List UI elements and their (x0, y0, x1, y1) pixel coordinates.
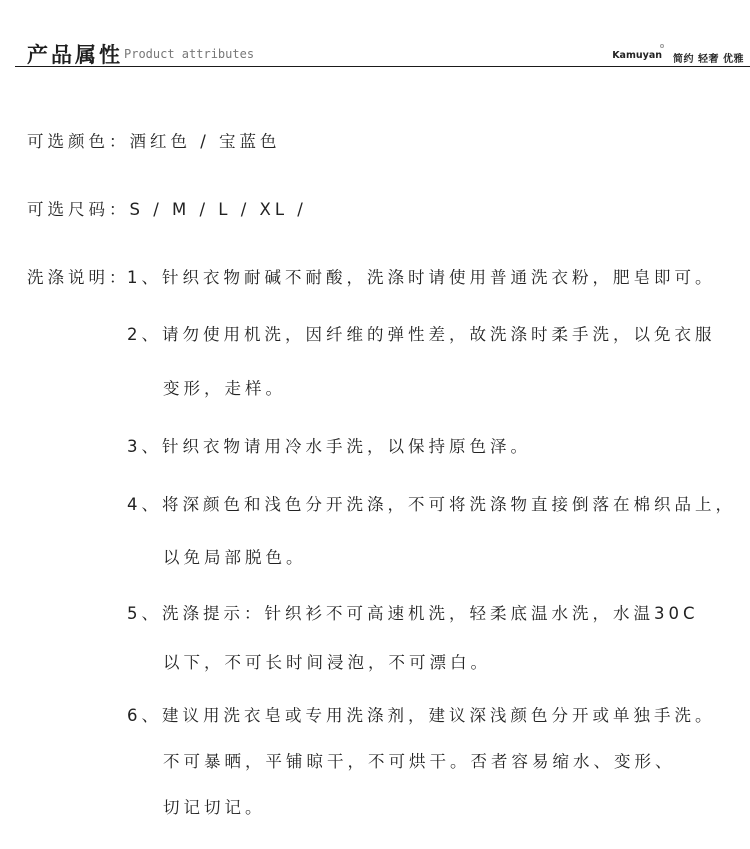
size-options-label: 可选尺码： (27, 200, 130, 219)
washing-item-4-line-2: 以免局部脱色。 (163, 548, 307, 567)
section-subtitle: Product attributes (124, 47, 255, 61)
color-options-label: 可选颜色： (27, 132, 130, 151)
washing-item-1-line-1: 1、针织衣物耐碱不耐酸，洗涤时请使用普通洗衣粉，肥皂即可。 (127, 268, 716, 287)
washing-item-4-line-1: 4、将深颜色和浅色分开洗涤，不可将洗涤物直接倒落在棉织品上， (127, 495, 736, 514)
washing-item-6-line-2: 不可暴晒，平铺晾干，不可烘干。否者容易缩水、变形、 (163, 752, 676, 771)
washing-item-3-line-1: 3、针织衣物请用冷水手洗，以保持原色泽。 (127, 437, 531, 456)
washing-instructions-label: 洗涤说明： (27, 268, 130, 287)
color-options-row (27, 132, 281, 152)
section-header (0, 0, 750, 68)
section-title: 产品属性 (27, 43, 123, 67)
washing-item-5-line-2: 以下，不可长时间浸泡，不可漂白。 (163, 653, 491, 672)
washing-item-6-line-3: 切记切记。 (163, 798, 266, 817)
header-divider (15, 66, 750, 67)
washing-item-2-line-2: 变形，走样。 (163, 379, 286, 398)
washing-instructions-label-row (27, 268, 130, 288)
registered-mark-icon (660, 44, 664, 48)
washing-item-5-line-1: 5、洗涤提示：针织衫不可高速机洗，轻柔底温水洗，水温30C (127, 604, 699, 623)
brand-slogan: 简约 轻奢 优雅 (673, 54, 744, 65)
size-options-row (27, 200, 307, 220)
color-options-value: 酒红色 / 宝蓝色 (129, 132, 281, 151)
washing-item-6-line-1: 6、建议用洗衣皂或专用洗涤剂，建议深浅颜色分开或单独手洗。 (127, 706, 716, 725)
brand-name: Kamuyan (612, 50, 662, 61)
washing-item-2-line-1: 2、请勿使用机洗，因纤维的弹性差，故洗涤时柔手洗，以免衣服 (127, 325, 716, 344)
size-options-value: S / M / L / XL / (129, 200, 307, 219)
